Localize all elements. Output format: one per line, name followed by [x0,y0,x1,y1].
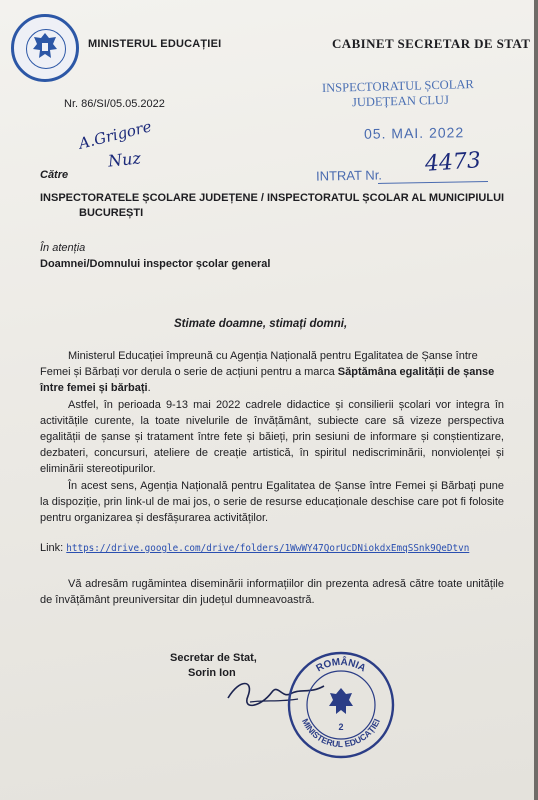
attention-recipient: Doamnei/Domnului inspector școlar general [40,258,271,270]
ministry-name: MINISTERUL EDUCAȚIEI [88,38,222,50]
seal-number: 2 [338,722,344,732]
stamp-date: 05. MAI. 2022 [363,124,465,142]
week-title: Săptămâna egalității de șanse între femei și bărbați [40,366,495,394]
handwritten-note-2: Nuz [107,148,142,171]
handwritten-note-1: A.Grigore [76,117,154,153]
stamp-entry-line [378,181,488,184]
paragraph-1: Ministerul Educației împreună cu Agenția Națională pentru Egalitatea de Șanse între Femei și Bărbați vor derula o serie de acțiuni pentru a marca Săptămâna egalității de șanse între femei și bărbați. [40,350,495,394]
addressee-line1: INSPECTORATELE ȘCOLARE JUDEȚENE / INSPECTORATUL ȘCOLAR AL MUNICIPIULUI [40,192,505,204]
ministry-logo [11,14,79,82]
addressee-line2: BUCUREȘTI [79,207,144,219]
link-label: Link: [40,542,67,554]
signatory-title: Secretar de Stat, [170,652,257,664]
stamp-inspectorate-line2: JUDEȚEAN CLUJ [351,92,450,110]
attention-label: În atenția [40,242,86,254]
signatory-name: Sorin Ion [188,667,236,679]
greeting: Stimate doamne, stimați domni, [174,318,348,330]
entry-number-handwritten: 4473 [424,148,482,177]
office-name: CABINET SECRETAR DE STAT [332,36,531,51]
seal-top-text: ROMÂNIA [314,656,368,675]
paragraph-3: În acest sens, Agenția Națională pentru Egalitatea de Șanse între Femei și Bărbați pune la dispoziție, prin link-ul de mai jos, o serie de resurse educaționale deschise care pot fi folosite pentru organizarea și desfășurarea activităților. [40,480,504,524]
stamp-entry-label: INTRAT Nr. [315,167,383,184]
link-row [40,542,469,554]
coat-of-arms-icon [30,31,60,65]
seal-bottom-text: MINISTERUL EDUCAȚIEI [300,716,382,750]
to-label: Către [40,169,69,181]
official-seal [286,650,396,760]
paragraph-4: Vă adresăm rugămintea diseminării informațiilor din prezenta adresă către toate unitățile de învățământ preuniversitar din județul dumneavoastră. [40,578,504,606]
seal-coat-of-arms-icon [329,688,353,714]
stamp-inspectorate-line1: INSPECTORATUL ȘCOLAR [321,77,474,95]
paragraph-2: Astfel, în perioada 9-13 mai 2022 cadrele didactice și consilierii școlari vor integra în activitățile curente, la toate nivelurile de învățământ, subiecte care să vizeze perspectiva egalității de șanse și tratament între fete și băieți, prin sesiuni de informare și conștientizare, dezbateri, concursuri, ateliere de creație artistică, în spiritul nediscriminării, nonviolenței și eliminării stereotipurilor. [40,399,504,475]
resources-link[interactable]: https://drive.google.com/drive/folders/1WwWY47QorUcDNiokdxEmqSSnk9QeDtvn [66,543,470,554]
reference-number: Nr. 86/SI/05.05.2022 [64,98,165,110]
